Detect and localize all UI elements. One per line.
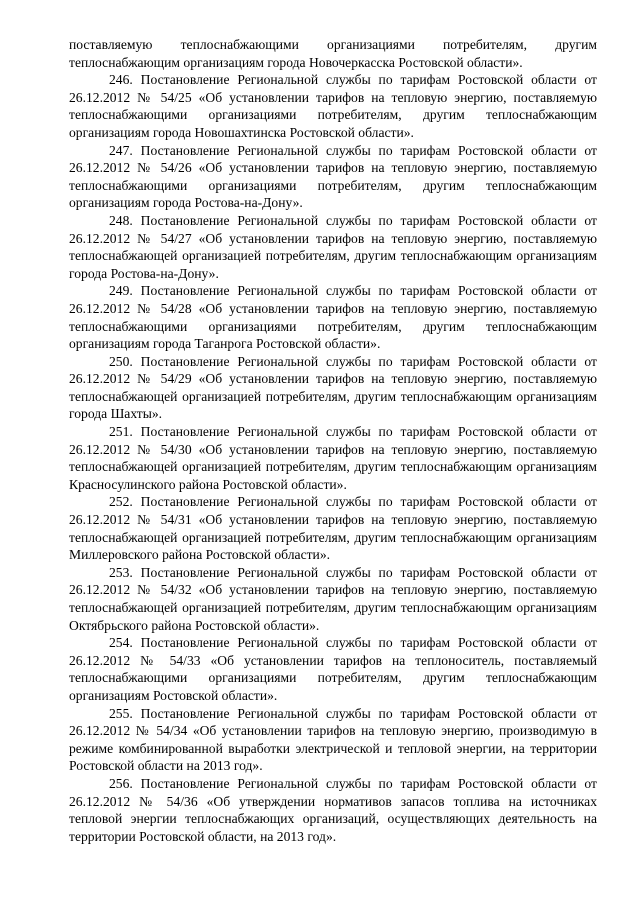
continuation-paragraph: поставляемую теплоснабжающими организациями потребителям, другим теплоснабжающим организациям города Новочеркасска Ростовской области». bbox=[69, 37, 597, 70]
document-page bbox=[69, 36, 597, 845]
list-item-252: 252. Постановление Региональной службы по тарифам Ростовской области от 26.12.2012 № 54/31 «Об установлении тарифов на тепловую энергию, поставляемую теплоснабжающей организацией потребителям, другим теплоснабжающим организациям Миллеровского района Ростовской области». bbox=[69, 494, 597, 563]
list-item-253: 253. Постановление Региональной службы по тарифам Ростовской области от 26.12.2012 № 54/32 «Об установлении тарифов на тепловую энергию, поставляемую теплоснабжающей организацией потребителям, другим теплоснабжающим организациям Октябрьского района Ростовской области». bbox=[69, 564, 597, 633]
list-item-247: 247. Постановление Региональной службы по тарифам Ростовской области от 26.12.2012 № 54/26 «Об установлении тарифов на тепловую энергию, поставляемую теплоснабжающими организациями потребителям, другим теплоснабжающим организациям города Ростова-на-Дону». bbox=[69, 142, 597, 211]
list-item-250: 250. Постановление Региональной службы по тарифам Ростовской области от 26.12.2012 № 54/29 «Об установлении тарифов на тепловую энергию, поставляемую теплоснабжающей организацией потребителям, другим теплоснабжающим организациям города Шахты». bbox=[69, 353, 597, 422]
list-item-256: 256. Постановление Региональной службы по тарифам Ростовской области от 26.12.2012 № 54/36 «Об утверждении нормативов запасов топлива на источниках тепловой энергии теплоснабжающих организаций, осуществляющих деятельность на территории Ростовской области, на 2013 год». bbox=[69, 775, 597, 844]
list-item-251: 251. Постановление Региональной службы по тарифам Ростовской области от 26.12.2012 № 54/30 «Об установлении тарифов на тепловую энергию, поставляемую теплоснабжающей организацией потребителям, другим теплоснабжающим организациям Красносулинского района Ростовской области». bbox=[69, 424, 597, 492]
list-item-254: 254. Постановление Региональной службы по тарифам Ростовской области от 26.12.2012 № 54/33 «Об установлении тарифов на теплоноситель, поставляемый теплоснабжающими организациями потребителям, другим теплоснабжающим организациям Ростовской области». bbox=[69, 635, 597, 703]
list-item-255: 255. Постановление Региональной службы по тарифам Ростовской области от 26.12.2012 № 54/34 «Об установлении тарифов на тепловую энергию, производимую в режиме комбинированной выработки электрической и тепловой энергии, на территории Ростовской области на 2013 год». bbox=[69, 705, 597, 774]
list-item-246: 246. Постановление Региональной службы по тарифам Ростовской области от 26.12.2012 № 54/25 «Об установлении тарифов на тепловую энергию, поставляемую теплоснабжающими организациями потребителям, другим теплоснабжающим организациям города Новошахтинска Ростовской области». bbox=[69, 72, 597, 140]
list-item-249: 249. Постановление Региональной службы по тарифам Ростовской области от 26.12.2012 № 54/28 «Об установлении тарифов на тепловую энергию, поставляемую теплоснабжающими организациями потребителям, другим теплоснабжающим организациям города Таганрога Ростовской области». bbox=[69, 283, 597, 352]
list-item-248: 248. Постановление Региональной службы по тарифам Ростовской области от 26.12.2012 № 54/27 «Об установлении тарифов на тепловую энергию, поставляемую теплоснабжающей организацией потребителям, другим теплоснабжающим организациям города Ростова-на-Дону». bbox=[69, 212, 597, 281]
